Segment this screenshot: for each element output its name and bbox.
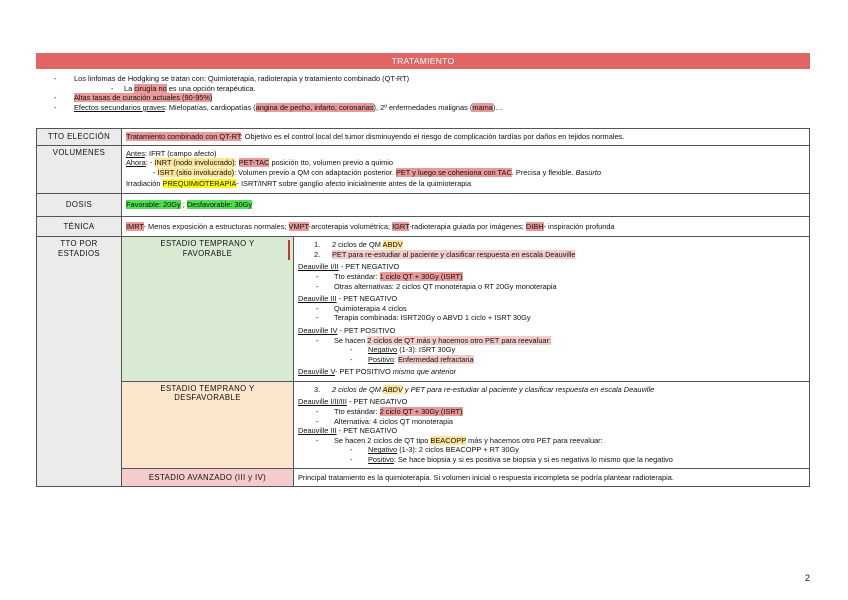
treatment-table xyxy=(36,128,810,487)
table-row-estadio-desfavorable xyxy=(37,381,810,468)
intro-item: - Los linfomas de Hodgking se tratan con: Quimioterapia, radioterapia y tratamiento combinado (QT-RT) xyxy=(54,74,410,83)
table-row-tto xyxy=(37,129,810,146)
stage-avanzado-content: Principal tratamiento es la quimioterapia. Si volumen inicial o respuesta incompleta se podría plantear radioterapia. xyxy=(294,468,810,487)
row-content: Tratamiento combinado con QT-RT: Objetivo es el control local del tumor disminuyendo el riesgo de complicación tardías por daños en tejidos normales. xyxy=(122,129,810,146)
table-row-estadio-favorable xyxy=(37,237,810,382)
stage-desfavorable-content: 3. 2 ciclos de QM ABDV y PET para re-estudiar al paciente y clasificar respuesta en escala Deauville Deauville I/II/III - PET NEGATIVO - Tto estándar: 2 ciclo QT + 30Gy (ISRT) - Alternativa: 4 ciclos QT monoterapia Deauville III - PET NEGATIVO - Se hacen 2 ciclos de QT tipo BEACOPP más y hacemos otro PET para reevaluar: - Negativo (1-3): 2 ciclos BEACOPP + RT 30Gy - Positivo: Se hace biopsia y si es positiva se biopsia y si es negativa lo mismo que la negativo xyxy=(294,381,810,468)
row-content: IMRT- Menos exposición a estructuras normales; VMPT-arcoterapia volumétrica; IGRT-radioterapia guiada por imágenes; DIBH- inspiración profunda xyxy=(122,216,810,237)
intro-subitem: - La cirugía no es una opción terapéutica. xyxy=(111,83,256,93)
intro-item: - Efectos secundarios graves: Mielopatías, cardiopatías (angina de pecho, infarto, coronarias), 2º enfermedades malignas (mama)… xyxy=(54,102,503,112)
row-label: TTO ELECCIÓN xyxy=(37,129,122,146)
table-row-dosis xyxy=(37,193,810,216)
row-label: TÉNICA xyxy=(37,216,122,237)
table-row-volumenes xyxy=(37,145,810,193)
table-row-estadio-avanzado xyxy=(37,468,810,487)
row-label: DOSIS xyxy=(37,193,122,216)
intro-list xyxy=(36,74,810,112)
stage-avanzado-title: ESTADIO AVANZADO (III y IV) xyxy=(122,468,294,487)
row-content: Favorable: 20Gy ; Desfavorable: 30Gy xyxy=(122,193,810,216)
stage-desfavorable-title: ESTADIO TEMPRANO Y DESFAVORABLE xyxy=(122,381,294,468)
row-label: VOLUMENES xyxy=(37,145,122,193)
row-label: TTO POR ESTADIOS xyxy=(37,237,122,487)
row-content: Antes: IFRT (campo afecto) Ahora: - INRT (nodo involucrado): PET-TAC posición tto, volumen previo a quimio - ISRT (sitio involucrado): Volumen previo a QM con adaptación posterior. PET y luego se cohesiona con TAC. Precisa y flexible. Basurto Irradiación PREQUIMIOTERAPIA- ISRT/INRT sobre ganglio afecto inicialmente antes de la quimioterapia xyxy=(122,145,810,193)
page-number: 2 xyxy=(805,573,811,583)
stage-favorable-title: ESTADIO TEMPRANO Y FAVORABLE xyxy=(122,237,294,382)
section-title: TRATAMIENTO xyxy=(36,53,810,69)
table-row-tecnica xyxy=(37,216,810,237)
intro-item: - Altas tasas de curación actuales (90-95%) xyxy=(54,93,213,103)
stage-favorable-content: 1. 2 ciclos de QM ABDV 2. PET para re-estudiar al paciente y clasificar respuesta en escala Deauville Deauville I/II - PET NEGATIVO - Tto estándar: 1 ciclo QT + 30Gy (ISRT) - Otras alternativas: 2 ciclos QT monoterapia o RT 20Gy monoterapia Deauville III - PET NEGATIVO - Quimioterapia 4 ciclos - Terapia combinada: ISRT20Gy o ABVD 1 ciclo + ISRT 30Gy Deauville IV - PET POSITIVO - Se hacen 2 ciclos de QT más y hacemos otro PET para reevaluar: - Negativo (1-3): ISRT 30Gy - Positivo: Enfermedad refractaria Deauville V- PET POSITIVO mismo que anterior xyxy=(294,237,810,382)
